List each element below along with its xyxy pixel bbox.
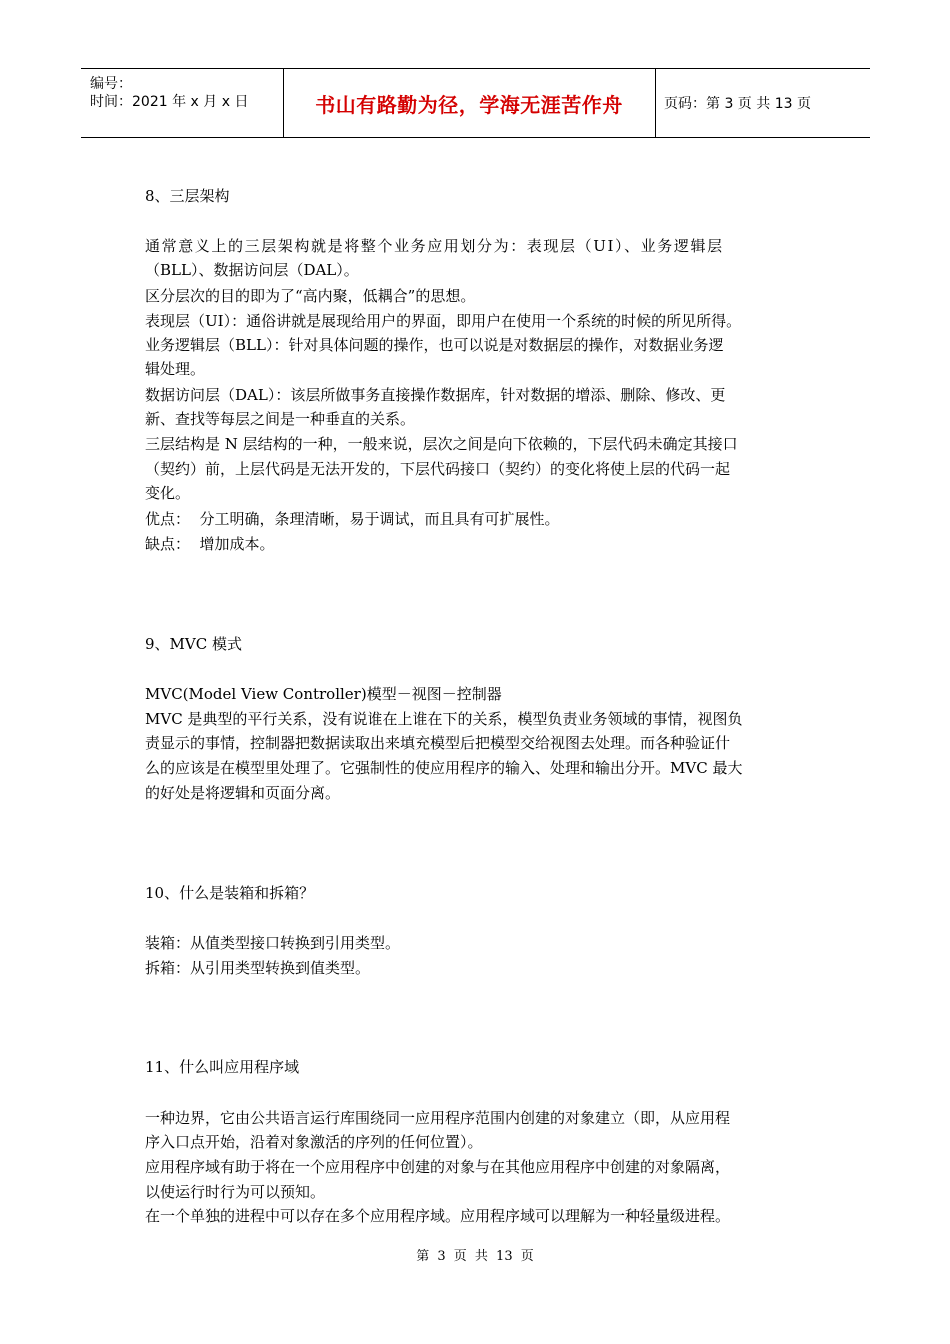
paragraph-line: 新、查找等每层之间是一种垂直的关系。 — [145, 410, 416, 428]
paragraph-line: 三层结构是 N 层结构的一种，一般来说，层次之间是向下依赖的，下层代码未确定其接口 — [145, 435, 738, 453]
paragraph-line: 装箱：从值类型接口转换到引用类型。 — [145, 934, 401, 952]
paragraph-line: 以使运行时行为可以预知。 — [145, 1183, 326, 1201]
paragraph-line: MVC 是典型的平行关系，没有说谁在上谁在下的关系，模型负责业务领域的事情，视图负 — [145, 710, 743, 728]
document-date-label: 时间：2021 年 x 月 x 日 — [90, 94, 249, 110]
section-10-title: 10、什么是装箱和拆箱？ — [145, 884, 315, 902]
page-header — [81, 68, 870, 138]
header-page-cell — [656, 69, 870, 137]
paragraph-line: 序入口点开始，沿着对象激活的序列的任何位置）。 — [145, 1133, 483, 1151]
paragraph-line: 表现层（UI）：通俗讲就是展现给用户的界面，即用户在使用一个系统的时候的所见所得。 — [145, 312, 742, 330]
paragraph-line: 通常意义上的三层架构就是将整个业务应用划分为：表现层（UI）、业务逻辑层 — [145, 237, 724, 255]
paragraph-line: 拆箱：从引用类型转换到值类型。 — [145, 959, 371, 977]
header-page-info: 页码：第 3 页 共 13 页 — [664, 96, 811, 112]
paragraph-line: 变化。 — [145, 484, 191, 502]
paragraph-line: 辑处理。 — [145, 360, 206, 378]
paragraph-line: MVC(Model View Controller)模型－视图－控制器 — [145, 685, 502, 703]
paragraph-line: 应用程序域有助于将在一个应用程序中创建的对象与在其他应用程序中创建的对象隔离， — [145, 1158, 731, 1176]
section-9-title: 9、MVC 模式 — [145, 635, 242, 653]
section-11-title: 11、什么叫应用程序域 — [145, 1058, 300, 1076]
paragraph-line: 缺点： 增加成本。 — [145, 535, 275, 553]
page-footer: 第 3 页 共 13 页 — [416, 1249, 534, 1264]
paragraph-line: （契约）前，上层代码是无法开发的，下层代码接口（契约）的变化将使上层的代码一起 — [145, 460, 731, 478]
header-motto: 书山有路勤为径，学海无涯苦作舟 — [315, 92, 623, 117]
paragraph-line: （BLL）、数据访问层（DAL）。 — [145, 261, 359, 279]
document-number-label: 编号： — [90, 76, 132, 92]
paragraph-line: 区分层次的目的即为了“高内聚，低耦合”的思想。 — [145, 287, 476, 305]
paragraph-line: 么的应该是在模型里处理了。它强制性的使应用程序的输入、处理和输出分开。MVC 最大 — [145, 759, 743, 777]
header-motto-cell — [283, 69, 656, 137]
section-8-title: 8、三层架构 — [145, 187, 230, 205]
paragraph-line: 优点： 分工明确，条理清晰，易于调试，而且具有可扩展性。 — [145, 510, 560, 528]
paragraph-line: 的好处是将逻辑和页面分离。 — [145, 784, 341, 802]
paragraph-line: 一种边界，它由公共语言运行库围绕同一应用程序范围内创建的对象建立（即，从应用程 — [145, 1109, 731, 1127]
paragraph-line: 数据访问层（DAL）：该层所做事务直接操作数据库，针对数据的增添、删除、修改、更 — [145, 386, 726, 404]
header-meta-cell — [81, 69, 284, 137]
paragraph-line: 业务逻辑层（BLL）：针对具体问题的操作，也可以说是对数据层的操作，对数据业务逻 — [145, 336, 724, 354]
paragraph-line: 责显示的事情，控制器把数据读取出来填充模型后把模型交给视图去处理。而各种验证什 — [145, 734, 731, 752]
paragraph-line: 在一个单独的进程中可以存在多个应用程序域。应用程序域可以理解为一种轻量级进程。 — [145, 1207, 731, 1225]
